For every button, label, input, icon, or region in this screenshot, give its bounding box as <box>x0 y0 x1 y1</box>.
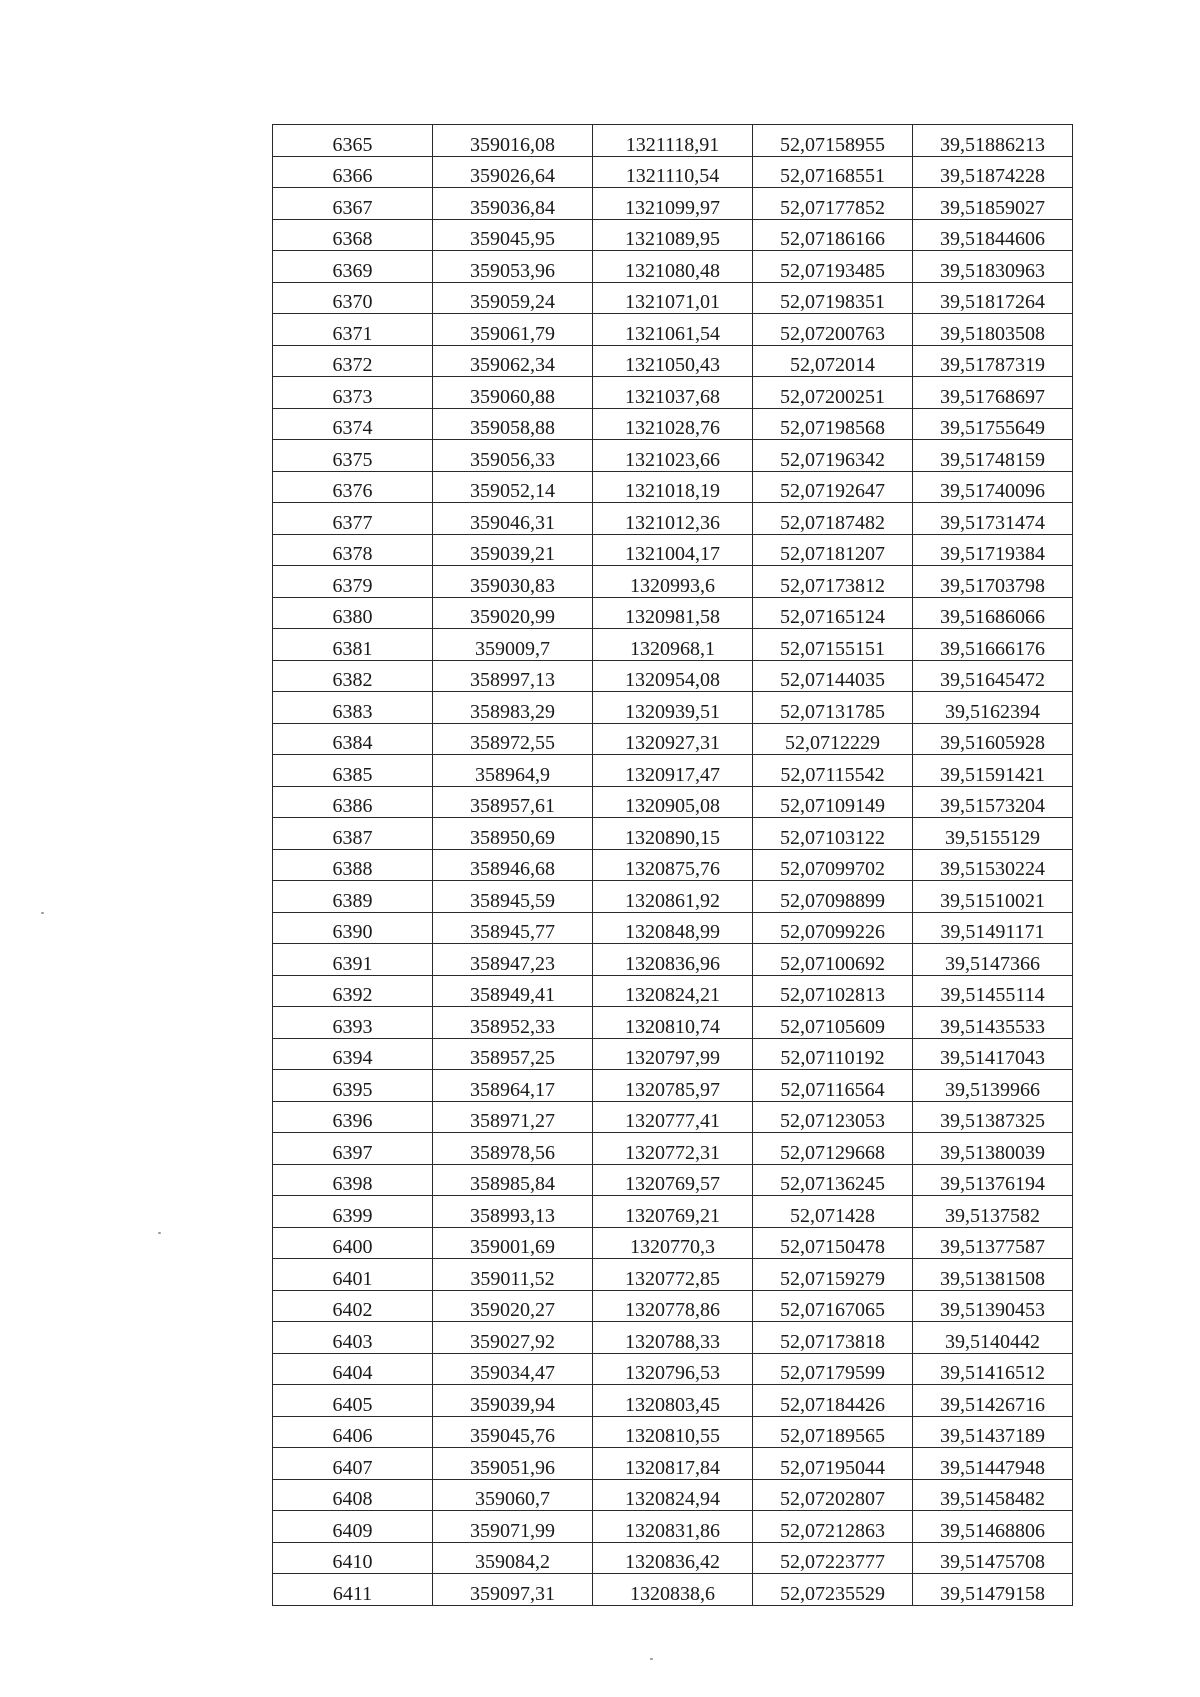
point-number-cell: 6397 <box>273 1133 433 1165</box>
table-row <box>273 629 1073 661</box>
point-number-cell: 6372 <box>273 345 433 377</box>
y-coordinate-cell: 1320939,51 <box>593 692 753 724</box>
latitude-cell: 52,07195044 <box>753 1448 913 1480</box>
table-row <box>273 471 1073 503</box>
x-coordinate-cell: 359039,21 <box>433 534 593 566</box>
table-row <box>273 282 1073 314</box>
table-row <box>273 1416 1073 1448</box>
x-coordinate-cell: 358952,33 <box>433 1007 593 1039</box>
point-number-cell: 6383 <box>273 692 433 724</box>
x-coordinate-cell: 359016,08 <box>433 125 593 157</box>
point-number-cell: 6379 <box>273 566 433 598</box>
table-row <box>273 1133 1073 1165</box>
point-number-cell: 6374 <box>273 408 433 440</box>
longitude-cell: 39,51686066 <box>913 597 1073 629</box>
table-row <box>273 692 1073 724</box>
y-coordinate-cell: 1320993,6 <box>593 566 753 598</box>
longitude-cell: 39,51874228 <box>913 156 1073 188</box>
x-coordinate-cell: 359026,64 <box>433 156 593 188</box>
y-coordinate-cell: 1320797,99 <box>593 1038 753 1070</box>
x-coordinate-cell: 359046,31 <box>433 503 593 535</box>
point-number-cell: 6371 <box>273 314 433 346</box>
longitude-cell: 39,5147366 <box>913 944 1073 976</box>
latitude-cell: 52,07168551 <box>753 156 913 188</box>
x-coordinate-cell: 358947,23 <box>433 944 593 976</box>
longitude-cell: 39,5140442 <box>913 1322 1073 1354</box>
y-coordinate-cell: 1320968,1 <box>593 629 753 661</box>
latitude-cell: 52,07136245 <box>753 1164 913 1196</box>
table-row <box>273 1290 1073 1322</box>
longitude-cell: 39,51573204 <box>913 786 1073 818</box>
point-number-cell: 6366 <box>273 156 433 188</box>
x-coordinate-cell: 359059,24 <box>433 282 593 314</box>
coordinates-table <box>272 124 1073 1606</box>
latitude-cell: 52,07198568 <box>753 408 913 440</box>
y-coordinate-cell: 1321018,19 <box>593 471 753 503</box>
y-coordinate-cell: 1320917,47 <box>593 755 753 787</box>
point-number-cell: 6399 <box>273 1196 433 1228</box>
table-row <box>273 440 1073 472</box>
x-coordinate-cell: 359020,27 <box>433 1290 593 1322</box>
longitude-cell: 39,51447948 <box>913 1448 1073 1480</box>
table-row <box>273 1385 1073 1417</box>
y-coordinate-cell: 1320838,6 <box>593 1574 753 1606</box>
latitude-cell: 52,071428 <box>753 1196 913 1228</box>
x-coordinate-cell: 359034,47 <box>433 1353 593 1385</box>
point-number-cell: 6369 <box>273 251 433 283</box>
longitude-cell: 39,51468806 <box>913 1511 1073 1543</box>
y-coordinate-cell: 1320785,97 <box>593 1070 753 1102</box>
latitude-cell: 52,07109149 <box>753 786 913 818</box>
latitude-cell: 52,07167065 <box>753 1290 913 1322</box>
table-row <box>273 1479 1073 1511</box>
table-row <box>273 566 1073 598</box>
point-number-cell: 6387 <box>273 818 433 850</box>
latitude-cell: 52,07115542 <box>753 755 913 787</box>
y-coordinate-cell: 1320875,76 <box>593 849 753 881</box>
longitude-cell: 39,51768697 <box>913 377 1073 409</box>
table-row <box>273 849 1073 881</box>
table-row <box>273 1007 1073 1039</box>
scan-speck <box>650 1658 653 1660</box>
table-row <box>273 345 1073 377</box>
x-coordinate-cell: 359084,2 <box>433 1542 593 1574</box>
y-coordinate-cell: 1321023,66 <box>593 440 753 472</box>
table-row <box>273 660 1073 692</box>
y-coordinate-cell: 1320848,99 <box>593 912 753 944</box>
x-coordinate-cell: 359053,96 <box>433 251 593 283</box>
point-number-cell: 6381 <box>273 629 433 661</box>
table-row <box>273 786 1073 818</box>
x-coordinate-cell: 358997,13 <box>433 660 593 692</box>
table-row <box>273 912 1073 944</box>
y-coordinate-cell: 1320777,41 <box>593 1101 753 1133</box>
y-coordinate-cell: 1320769,21 <box>593 1196 753 1228</box>
x-coordinate-cell: 358957,61 <box>433 786 593 818</box>
y-coordinate-cell: 1320803,45 <box>593 1385 753 1417</box>
longitude-cell: 39,51787319 <box>913 345 1073 377</box>
y-coordinate-cell: 1320817,84 <box>593 1448 753 1480</box>
latitude-cell: 52,07103122 <box>753 818 913 850</box>
latitude-cell: 52,07131785 <box>753 692 913 724</box>
longitude-cell: 39,51703798 <box>913 566 1073 598</box>
longitude-cell: 39,51731474 <box>913 503 1073 535</box>
latitude-cell: 52,07165124 <box>753 597 913 629</box>
table-row <box>273 881 1073 913</box>
point-number-cell: 6390 <box>273 912 433 944</box>
x-coordinate-cell: 359071,99 <box>433 1511 593 1543</box>
x-coordinate-cell: 358949,41 <box>433 975 593 1007</box>
latitude-cell: 52,07223777 <box>753 1542 913 1574</box>
latitude-cell: 52,07189565 <box>753 1416 913 1448</box>
y-coordinate-cell: 1321037,68 <box>593 377 753 409</box>
table-row <box>273 755 1073 787</box>
y-coordinate-cell: 1320824,21 <box>593 975 753 1007</box>
longitude-cell: 39,51755649 <box>913 408 1073 440</box>
longitude-cell: 39,5162394 <box>913 692 1073 724</box>
point-number-cell: 6401 <box>273 1259 433 1291</box>
point-number-cell: 6392 <box>273 975 433 1007</box>
longitude-cell: 39,51605928 <box>913 723 1073 755</box>
table-row <box>273 1511 1073 1543</box>
scan-speck <box>41 912 44 914</box>
point-number-cell: 6377 <box>273 503 433 535</box>
latitude-cell: 52,07099702 <box>753 849 913 881</box>
table-row <box>273 1574 1073 1606</box>
longitude-cell: 39,51645472 <box>913 660 1073 692</box>
point-number-cell: 6389 <box>273 881 433 913</box>
y-coordinate-cell: 1321061,54 <box>593 314 753 346</box>
y-coordinate-cell: 1320981,58 <box>593 597 753 629</box>
longitude-cell: 39,51377587 <box>913 1227 1073 1259</box>
point-number-cell: 6411 <box>273 1574 433 1606</box>
x-coordinate-cell: 359061,79 <box>433 314 593 346</box>
table-row <box>273 1227 1073 1259</box>
x-coordinate-cell: 358950,69 <box>433 818 593 850</box>
point-number-cell: 6367 <box>273 188 433 220</box>
point-number-cell: 6403 <box>273 1322 433 1354</box>
latitude-cell: 52,07100692 <box>753 944 913 976</box>
point-number-cell: 6376 <box>273 471 433 503</box>
table-row <box>273 1353 1073 1385</box>
longitude-cell: 39,51479158 <box>913 1574 1073 1606</box>
table-row <box>273 1448 1073 1480</box>
longitude-cell: 39,51417043 <box>913 1038 1073 1070</box>
longitude-cell: 39,51458482 <box>913 1479 1073 1511</box>
longitude-cell: 39,5155129 <box>913 818 1073 850</box>
point-number-cell: 6407 <box>273 1448 433 1480</box>
longitude-cell: 39,51491171 <box>913 912 1073 944</box>
table-row <box>273 723 1073 755</box>
x-coordinate-cell: 358985,84 <box>433 1164 593 1196</box>
longitude-cell: 39,51530224 <box>913 849 1073 881</box>
x-coordinate-cell: 359045,76 <box>433 1416 593 1448</box>
latitude-cell: 52,07184426 <box>753 1385 913 1417</box>
table-row <box>273 1164 1073 1196</box>
y-coordinate-cell: 1321028,76 <box>593 408 753 440</box>
y-coordinate-cell: 1320954,08 <box>593 660 753 692</box>
x-coordinate-cell: 359097,31 <box>433 1574 593 1606</box>
point-number-cell: 6391 <box>273 944 433 976</box>
table-row <box>273 314 1073 346</box>
longitude-cell: 39,51455114 <box>913 975 1073 1007</box>
x-coordinate-cell: 359027,92 <box>433 1322 593 1354</box>
longitude-cell: 39,51435533 <box>913 1007 1073 1039</box>
table-row <box>273 503 1073 535</box>
table-row <box>273 1259 1073 1291</box>
longitude-cell: 39,51886213 <box>913 125 1073 157</box>
y-coordinate-cell: 1321080,48 <box>593 251 753 283</box>
point-number-cell: 6375 <box>273 440 433 472</box>
x-coordinate-cell: 359036,84 <box>433 188 593 220</box>
latitude-cell: 52,07198351 <box>753 282 913 314</box>
x-coordinate-cell: 359060,88 <box>433 377 593 409</box>
latitude-cell: 52,07173818 <box>753 1322 913 1354</box>
latitude-cell: 52,07186166 <box>753 219 913 251</box>
y-coordinate-cell: 1320824,94 <box>593 1479 753 1511</box>
point-number-cell: 6380 <box>273 597 433 629</box>
table-row <box>273 1070 1073 1102</box>
y-coordinate-cell: 1321050,43 <box>593 345 753 377</box>
y-coordinate-cell: 1320796,53 <box>593 1353 753 1385</box>
x-coordinate-cell: 358971,27 <box>433 1101 593 1133</box>
latitude-cell: 52,07129668 <box>753 1133 913 1165</box>
longitude-cell: 39,51748159 <box>913 440 1073 472</box>
point-number-cell: 6384 <box>273 723 433 755</box>
point-number-cell: 6393 <box>273 1007 433 1039</box>
table-row <box>273 1196 1073 1228</box>
x-coordinate-cell: 358964,9 <box>433 755 593 787</box>
x-coordinate-cell: 359039,94 <box>433 1385 593 1417</box>
x-coordinate-cell: 358972,55 <box>433 723 593 755</box>
longitude-cell: 39,51437189 <box>913 1416 1073 1448</box>
longitude-cell: 39,51387325 <box>913 1101 1073 1133</box>
latitude-cell: 52,07110192 <box>753 1038 913 1070</box>
table-row <box>273 1542 1073 1574</box>
y-coordinate-cell: 1321110,54 <box>593 156 753 188</box>
y-coordinate-cell: 1320788,33 <box>593 1322 753 1354</box>
point-number-cell: 6404 <box>273 1353 433 1385</box>
latitude-cell: 52,07235529 <box>753 1574 913 1606</box>
y-coordinate-cell: 1321118,91 <box>593 125 753 157</box>
y-coordinate-cell: 1321004,17 <box>593 534 753 566</box>
latitude-cell: 52,07196342 <box>753 440 913 472</box>
longitude-cell: 39,51666176 <box>913 629 1073 661</box>
y-coordinate-cell: 1320927,31 <box>593 723 753 755</box>
longitude-cell: 39,51803508 <box>913 314 1073 346</box>
longitude-cell: 39,51376194 <box>913 1164 1073 1196</box>
scan-speck <box>158 1232 161 1234</box>
y-coordinate-cell: 1320769,57 <box>593 1164 753 1196</box>
y-coordinate-cell: 1321099,97 <box>593 188 753 220</box>
point-number-cell: 6382 <box>273 660 433 692</box>
table-row <box>273 219 1073 251</box>
table-row <box>273 944 1073 976</box>
latitude-cell: 52,07102813 <box>753 975 913 1007</box>
longitude-cell: 39,51844606 <box>913 219 1073 251</box>
x-coordinate-cell: 358993,13 <box>433 1196 593 1228</box>
x-coordinate-cell: 359045,95 <box>433 219 593 251</box>
latitude-cell: 52,07158955 <box>753 125 913 157</box>
table-row <box>273 1322 1073 1354</box>
table-row <box>273 408 1073 440</box>
latitude-cell: 52,07202807 <box>753 1479 913 1511</box>
x-coordinate-cell: 359052,14 <box>433 471 593 503</box>
table-row <box>273 377 1073 409</box>
x-coordinate-cell: 358957,25 <box>433 1038 593 1070</box>
latitude-cell: 52,07179599 <box>753 1353 913 1385</box>
latitude-cell: 52,07150478 <box>753 1227 913 1259</box>
point-number-cell: 6398 <box>273 1164 433 1196</box>
y-coordinate-cell: 1320890,15 <box>593 818 753 850</box>
longitude-cell: 39,51475708 <box>913 1542 1073 1574</box>
longitude-cell: 39,51381508 <box>913 1259 1073 1291</box>
point-number-cell: 6370 <box>273 282 433 314</box>
point-number-cell: 6410 <box>273 1542 433 1574</box>
latitude-cell: 52,07098899 <box>753 881 913 913</box>
longitude-cell: 39,51719384 <box>913 534 1073 566</box>
latitude-cell: 52,07159279 <box>753 1259 913 1291</box>
longitude-cell: 39,51510021 <box>913 881 1073 913</box>
table-row <box>273 251 1073 283</box>
point-number-cell: 6406 <box>273 1416 433 1448</box>
table-row <box>273 534 1073 566</box>
y-coordinate-cell: 1320772,85 <box>593 1259 753 1291</box>
point-number-cell: 6408 <box>273 1479 433 1511</box>
point-number-cell: 6394 <box>273 1038 433 1070</box>
table-row <box>273 156 1073 188</box>
latitude-cell: 52,07193485 <box>753 251 913 283</box>
table-row <box>273 125 1073 157</box>
longitude-cell: 39,51380039 <box>913 1133 1073 1165</box>
longitude-cell: 39,51416512 <box>913 1353 1073 1385</box>
point-number-cell: 6402 <box>273 1290 433 1322</box>
y-coordinate-cell: 1320810,55 <box>593 1416 753 1448</box>
table-row <box>273 975 1073 1007</box>
point-number-cell: 6409 <box>273 1511 433 1543</box>
latitude-cell: 52,07155151 <box>753 629 913 661</box>
point-number-cell: 6405 <box>273 1385 433 1417</box>
y-coordinate-cell: 1321012,36 <box>593 503 753 535</box>
longitude-cell: 39,51859027 <box>913 188 1073 220</box>
x-coordinate-cell: 358964,17 <box>433 1070 593 1102</box>
y-coordinate-cell: 1320810,74 <box>593 1007 753 1039</box>
coordinates-table-body <box>273 125 1073 1606</box>
y-coordinate-cell: 1320836,96 <box>593 944 753 976</box>
longitude-cell: 39,51591421 <box>913 755 1073 787</box>
latitude-cell: 52,07212863 <box>753 1511 913 1543</box>
x-coordinate-cell: 359051,96 <box>433 1448 593 1480</box>
latitude-cell: 52,07144035 <box>753 660 913 692</box>
latitude-cell: 52,07200763 <box>753 314 913 346</box>
y-coordinate-cell: 1320831,86 <box>593 1511 753 1543</box>
point-number-cell: 6395 <box>273 1070 433 1102</box>
point-number-cell: 6368 <box>273 219 433 251</box>
table-row <box>273 1038 1073 1070</box>
point-number-cell: 6388 <box>273 849 433 881</box>
longitude-cell: 39,51390453 <box>913 1290 1073 1322</box>
table-row <box>273 597 1073 629</box>
x-coordinate-cell: 358978,56 <box>433 1133 593 1165</box>
latitude-cell: 52,0712229 <box>753 723 913 755</box>
y-coordinate-cell: 1320861,92 <box>593 881 753 913</box>
longitude-cell: 39,5137582 <box>913 1196 1073 1228</box>
table-row <box>273 1101 1073 1133</box>
longitude-cell: 39,5139966 <box>913 1070 1073 1102</box>
y-coordinate-cell: 1321071,01 <box>593 282 753 314</box>
x-coordinate-cell: 359009,7 <box>433 629 593 661</box>
point-number-cell: 6365 <box>273 125 433 157</box>
latitude-cell: 52,07192647 <box>753 471 913 503</box>
table-row <box>273 188 1073 220</box>
x-coordinate-cell: 359062,34 <box>433 345 593 377</box>
x-coordinate-cell: 358983,29 <box>433 692 593 724</box>
y-coordinate-cell: 1320905,08 <box>593 786 753 818</box>
x-coordinate-cell: 358945,59 <box>433 881 593 913</box>
x-coordinate-cell: 359001,69 <box>433 1227 593 1259</box>
x-coordinate-cell: 359030,83 <box>433 566 593 598</box>
latitude-cell: 52,07177852 <box>753 188 913 220</box>
y-coordinate-cell: 1320772,31 <box>593 1133 753 1165</box>
y-coordinate-cell: 1321089,95 <box>593 219 753 251</box>
point-number-cell: 6396 <box>273 1101 433 1133</box>
latitude-cell: 52,07173812 <box>753 566 913 598</box>
longitude-cell: 39,51817264 <box>913 282 1073 314</box>
latitude-cell: 52,07187482 <box>753 503 913 535</box>
latitude-cell: 52,07099226 <box>753 912 913 944</box>
point-number-cell: 6385 <box>273 755 433 787</box>
x-coordinate-cell: 359020,99 <box>433 597 593 629</box>
point-number-cell: 6378 <box>273 534 433 566</box>
longitude-cell: 39,51740096 <box>913 471 1073 503</box>
latitude-cell: 52,07123053 <box>753 1101 913 1133</box>
longitude-cell: 39,51830963 <box>913 251 1073 283</box>
x-coordinate-cell: 359058,88 <box>433 408 593 440</box>
x-coordinate-cell: 359060,7 <box>433 1479 593 1511</box>
y-coordinate-cell: 1320836,42 <box>593 1542 753 1574</box>
point-number-cell: 6373 <box>273 377 433 409</box>
x-coordinate-cell: 359011,52 <box>433 1259 593 1291</box>
x-coordinate-cell: 359056,33 <box>433 440 593 472</box>
latitude-cell: 52,07181207 <box>753 534 913 566</box>
point-number-cell: 6386 <box>273 786 433 818</box>
longitude-cell: 39,51426716 <box>913 1385 1073 1417</box>
x-coordinate-cell: 358945,77 <box>433 912 593 944</box>
latitude-cell: 52,07116564 <box>753 1070 913 1102</box>
latitude-cell: 52,072014 <box>753 345 913 377</box>
latitude-cell: 52,07105609 <box>753 1007 913 1039</box>
table-row <box>273 818 1073 850</box>
latitude-cell: 52,07200251 <box>753 377 913 409</box>
point-number-cell: 6400 <box>273 1227 433 1259</box>
y-coordinate-cell: 1320778,86 <box>593 1290 753 1322</box>
x-coordinate-cell: 358946,68 <box>433 849 593 881</box>
y-coordinate-cell: 1320770,3 <box>593 1227 753 1259</box>
